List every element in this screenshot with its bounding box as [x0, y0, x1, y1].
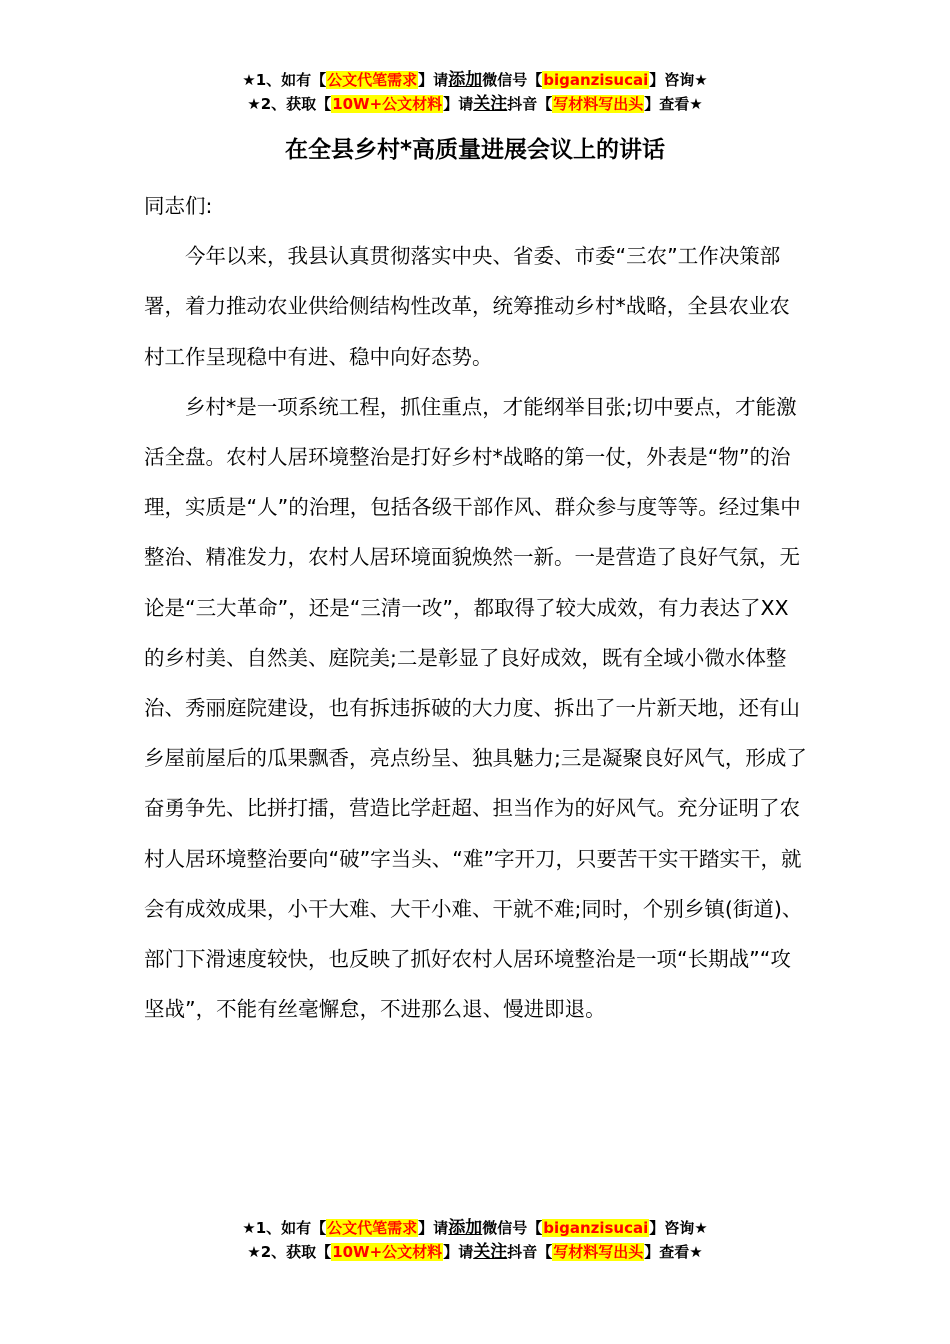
- banner-line-1: ★1、如有【公文代笔需求】请添加微信号【biganzisucai】咨询★: [242, 1218, 708, 1238]
- banner-highlight: 公文代笔需求: [327, 1219, 418, 1237]
- document-body: [144, 181, 808, 1034]
- banner-highlight: 公文代笔需求: [327, 71, 418, 89]
- banner-douyin-id: 写材料写出头: [553, 95, 644, 113]
- banner-underline: 添加: [448, 70, 483, 90]
- salutation: 同志们:: [144, 194, 213, 218]
- top-banner: [0, 68, 950, 116]
- paragraph: 今年以来，我县认真贯彻落实中央、省委、市委“三农”工作决策部署，着力推动农业供给侧结构性改革，统筹推动乡村*战略，全县农业农村工作呈现稳中有进、稳中向好态势。: [144, 244, 790, 369]
- banner-underline: 关注: [473, 94, 508, 114]
- banner-line-2: ★2、获取【10W+公文材料】请关注抖音【写材料写出头】查看★: [247, 94, 703, 114]
- document-title: 在全县乡村*高质量进展会议上的讲话: [284, 137, 666, 163]
- banner-line-2: ★2、获取【10W+公文材料】请关注抖音【写材料写出头】查看★: [247, 1242, 703, 1262]
- banner-highlight: 10W+公文材料: [332, 95, 443, 113]
- paragraph: 乡村*是一项系统工程，抓住重点，才能纲举目张;切中要点，才能激活全盘。农村人居环境整治是打好乡村*战略的第一仗，外表是“物”的治理，实质是“人”的治理，包括各级干部作风、群众参与度等等。经过集中整治、精准发力，农村人居环境面貌焕然一新。一是营造了良好气氛，无论是“三大革命”，还是“三清一改”，都取得了较大成效，有力表达了XX的乡村美、自然美、庭院美;二是彰显了良好成效，既有全域小微水体整治、秀丽庭院建设，也有拆违拆破的大力度、拆出了一片新天地，还有山乡屋前屋后的瓜果飘香，亮点纷呈、独具魅力;三是凝聚良好风气，形成了奋勇争先、比拼打擂，营造比学赶超、担当作为的好风气。充分证明了农村人居环境整治要向“破”字当头、“难”字开刀，只要苦干实干踏实干，就会有成效成果，小干大难、大干小难、干就不难;同时，个别乡镇(街道)、部门下滑速度较快，也反映了抓好农村人居环境整治是一项“长期战”“攻坚战”，不能有丝毫懈怠，不进那么退、慢进即退。: [144, 394, 807, 1022]
- banner-line-1: ★1、如有【公文代笔需求】请添加微信号【biganzisucai】咨询★: [242, 70, 708, 90]
- banner-underline: 关注: [473, 1242, 508, 1262]
- banner-wechat-id: biganzisucai: [543, 71, 649, 89]
- banner-douyin-id: 写材料写出头: [553, 1243, 644, 1261]
- banner-underline: 添加: [448, 1218, 483, 1238]
- banner-wechat-id: biganzisucai: [543, 1219, 649, 1237]
- banner-highlight: 10W+公文材料: [332, 1243, 443, 1261]
- bottom-banner: [0, 1216, 950, 1264]
